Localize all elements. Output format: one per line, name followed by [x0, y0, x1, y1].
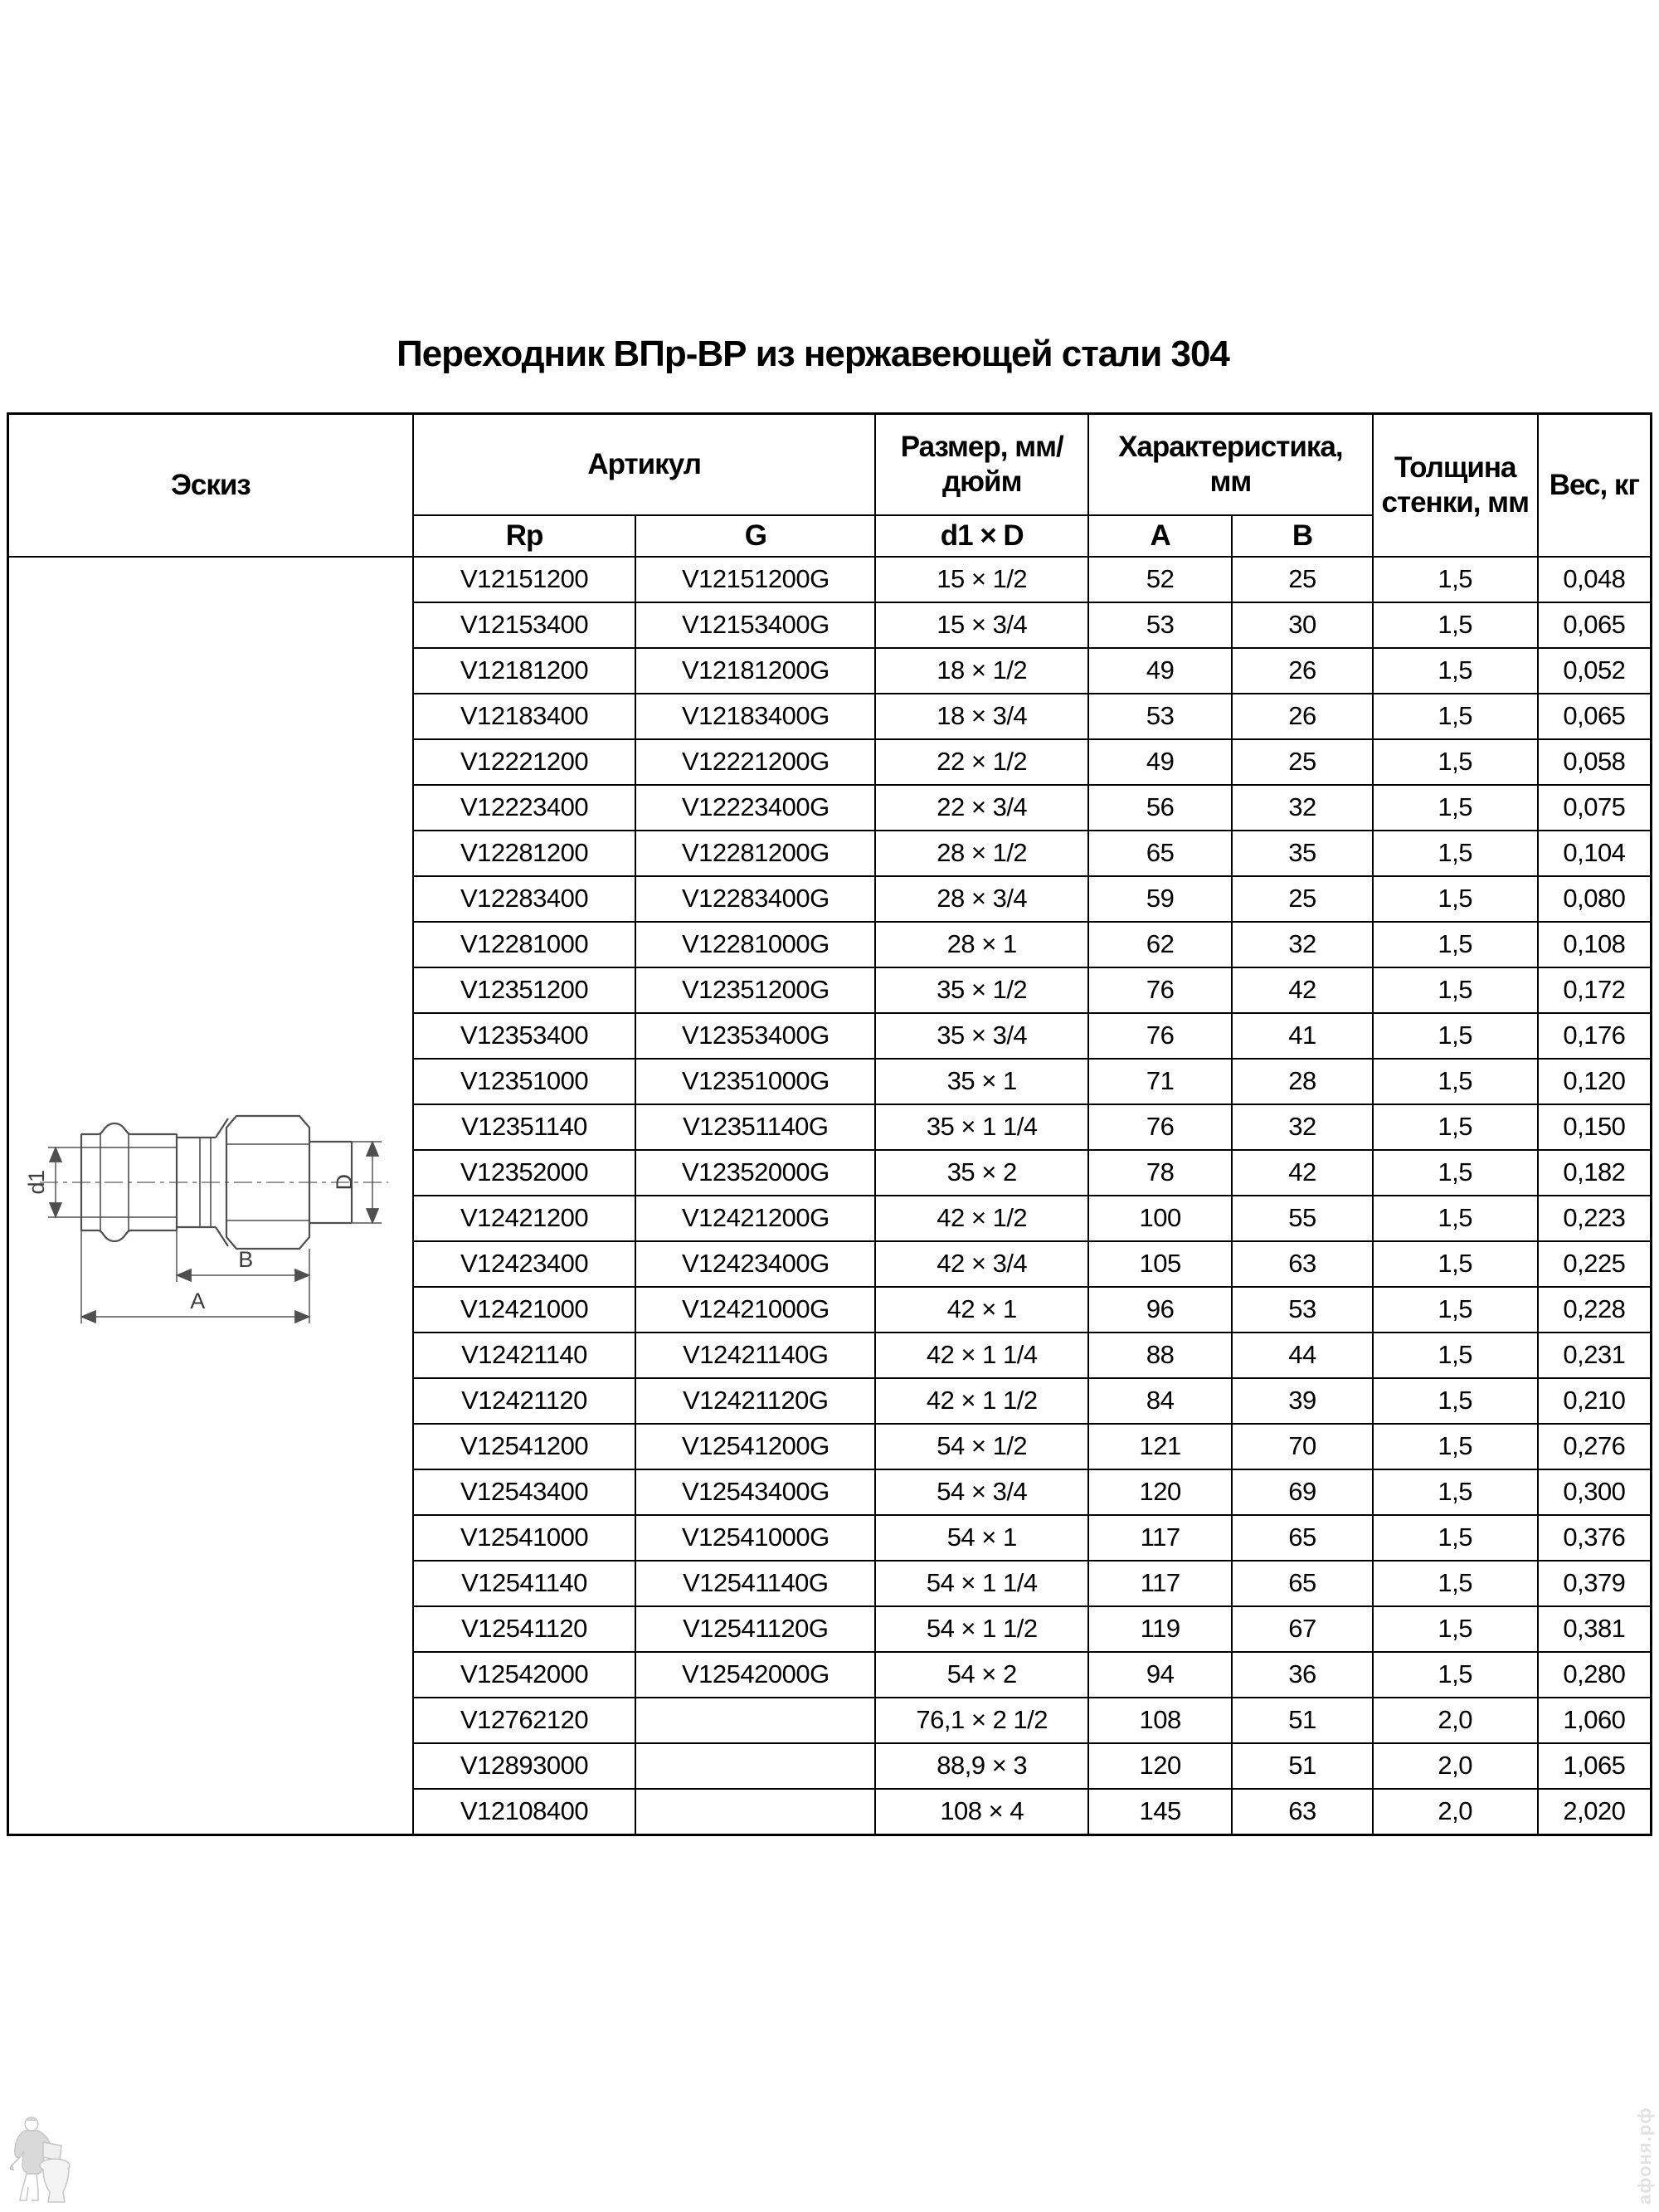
cell-size: 54 × 1 1/2 [875, 1606, 1088, 1652]
cell-rp: V12283400 [413, 876, 635, 922]
cell-b: 42 [1232, 967, 1372, 1013]
cell-a: 120 [1088, 1743, 1232, 1789]
cell-weight: 0,280 [1538, 1652, 1652, 1698]
cell-wall: 1,5 [1373, 1059, 1538, 1104]
dimension-labels [24, 1170, 357, 1313]
cell-a: 100 [1088, 1196, 1232, 1241]
cell-b: 65 [1232, 1515, 1372, 1561]
cell-size: 108 × 4 [875, 1789, 1088, 1835]
cell-weight: 0,048 [1538, 557, 1652, 602]
cell-size: 42 × 1 1/2 [875, 1378, 1088, 1424]
dim-label-A: A [190, 1288, 205, 1313]
cell-a: 117 [1088, 1515, 1232, 1561]
dimension-lines [48, 1142, 382, 1323]
cell-rp: V12281000 [413, 922, 635, 967]
cell-rp: V12351200 [413, 967, 635, 1013]
cell-g: V12421140G [635, 1333, 875, 1378]
cell-weight: 0,065 [1538, 602, 1652, 648]
cell-wall: 1,5 [1373, 1104, 1538, 1150]
technical-drawing [23, 1058, 398, 1333]
cell-wall: 1,5 [1373, 1150, 1538, 1196]
site-watermark: афоня.рф [1634, 2107, 1655, 2205]
cell-size: 54 × 1 1/4 [875, 1561, 1088, 1606]
cell-b: 39 [1232, 1378, 1372, 1424]
cell-weight: 0,065 [1538, 694, 1652, 739]
cell-weight: 0,108 [1538, 922, 1652, 967]
cell-weight: 0,276 [1538, 1424, 1652, 1469]
cell-g: V12153400G [635, 602, 875, 648]
cell-b: 32 [1232, 785, 1372, 831]
cell-g: V12223400G [635, 785, 875, 831]
col-header-article: Артикул [413, 414, 876, 515]
cell-size: 88,9 × 3 [875, 1743, 1088, 1789]
cell-b: 55 [1232, 1196, 1372, 1241]
cell-g: V12421200G [635, 1196, 875, 1241]
cell-b: 63 [1232, 1789, 1372, 1835]
cell-g: V12221200G [635, 739, 875, 785]
cell-g: V12181200G [635, 648, 875, 694]
table-row [8, 557, 1652, 602]
cell-b: 28 [1232, 1059, 1372, 1104]
cell-wall: 1,5 [1373, 1606, 1538, 1652]
cell-wall: 1,5 [1373, 876, 1538, 922]
cell-weight: 0,058 [1538, 739, 1652, 785]
cell-a: 84 [1088, 1378, 1232, 1424]
cell-wall: 1,5 [1373, 739, 1538, 785]
cell-b: 67 [1232, 1606, 1372, 1652]
cell-size: 15 × 1/2 [875, 557, 1088, 602]
cell-weight: 0,228 [1538, 1287, 1652, 1333]
dim-label-B: B [238, 1246, 253, 1272]
cell-rp: V12351140 [413, 1104, 635, 1150]
cell-b: 42 [1232, 1150, 1372, 1196]
cell-size: 54 × 3/4 [875, 1469, 1088, 1515]
col-header-sketch: Эскиз [8, 414, 413, 557]
cell-a: 119 [1088, 1606, 1232, 1652]
cell-g [635, 1743, 875, 1789]
cell-wall: 1,5 [1373, 1424, 1538, 1469]
col-header-characteristic: Характеристика, мм [1088, 414, 1373, 515]
cell-a: 49 [1088, 739, 1232, 785]
cell-rp: V12183400 [413, 694, 635, 739]
cell-g: V12541200G [635, 1424, 875, 1469]
cell-a: 121 [1088, 1424, 1232, 1469]
cell-rp: V12353400 [413, 1013, 635, 1059]
cell-size: 54 × 2 [875, 1652, 1088, 1698]
cell-wall: 1,5 [1373, 1515, 1538, 1561]
cell-rp: V12151200 [413, 557, 635, 602]
cell-a: 94 [1088, 1652, 1232, 1698]
cell-a: 53 [1088, 602, 1232, 648]
cell-a: 78 [1088, 1150, 1232, 1196]
cell-b: 70 [1232, 1424, 1372, 1469]
cell-a: 145 [1088, 1789, 1232, 1835]
cell-a: 62 [1088, 922, 1232, 967]
cell-g: V12283400G [635, 876, 875, 922]
page-title: Переходник ВПр-ВР из нержавеющей стали 304 [397, 334, 1229, 374]
cell-weight: 0,381 [1538, 1606, 1652, 1652]
cell-size: 28 × 1 [875, 922, 1088, 967]
cell-wall: 1,5 [1373, 785, 1538, 831]
cell-a: 76 [1088, 967, 1232, 1013]
cell-size: 18 × 3/4 [875, 694, 1088, 739]
cell-a: 49 [1088, 648, 1232, 694]
cell-size: 42 × 1 [875, 1287, 1088, 1333]
cell-b: 30 [1232, 602, 1372, 648]
cell-g: V12541120G [635, 1606, 875, 1652]
cell-size: 18 × 1/2 [875, 648, 1088, 694]
cell-g [635, 1789, 875, 1835]
table-header [8, 414, 1652, 557]
cell-b: 32 [1232, 1104, 1372, 1150]
cell-b: 35 [1232, 831, 1372, 876]
cell-rp: V12181200 [413, 648, 635, 694]
cell-b: 51 [1232, 1743, 1372, 1789]
cell-wall: 1,5 [1373, 967, 1538, 1013]
cell-wall: 1,5 [1373, 1469, 1538, 1515]
cell-size: 54 × 1/2 [875, 1424, 1088, 1469]
cell-weight: 0,176 [1538, 1013, 1652, 1059]
cell-g: V12353400G [635, 1013, 875, 1059]
sketch-cell [8, 557, 413, 1835]
col-header-wall-thickness: Толщина стенки, мм [1373, 414, 1538, 557]
cell-g: V12351140G [635, 1104, 875, 1150]
cell-rp: V12153400 [413, 602, 635, 648]
cell-weight: 0,300 [1538, 1469, 1652, 1515]
cell-weight: 0,182 [1538, 1150, 1652, 1196]
cell-g: V12421120G [635, 1378, 875, 1424]
cell-rp: V12421120 [413, 1378, 635, 1424]
col-header-weight: Вес, кг [1538, 414, 1652, 557]
col-header-a: A [1088, 515, 1232, 557]
cell-g: V12352000G [635, 1150, 875, 1196]
cell-rp: V12223400 [413, 785, 635, 831]
cell-b: 41 [1232, 1013, 1372, 1059]
cell-wall: 2,0 [1373, 1698, 1538, 1743]
cell-size: 35 × 1/2 [875, 967, 1088, 1013]
cell-weight: 1,065 [1538, 1743, 1652, 1789]
cell-rp: V12281200 [413, 831, 635, 876]
cell-a: 117 [1088, 1561, 1232, 1606]
cell-wall: 1,5 [1373, 694, 1538, 739]
cell-rp: V12541120 [413, 1606, 635, 1652]
cell-b: 63 [1232, 1241, 1372, 1287]
cell-weight: 0,223 [1538, 1196, 1652, 1241]
cell-size: 35 × 1 [875, 1059, 1088, 1104]
cell-a: 76 [1088, 1104, 1232, 1150]
cell-b: 32 [1232, 922, 1372, 967]
cell-wall: 1,5 [1373, 648, 1538, 694]
cell-b: 51 [1232, 1698, 1372, 1743]
cell-wall: 1,5 [1373, 1013, 1538, 1059]
cell-size: 28 × 3/4 [875, 876, 1088, 922]
cell-a: 120 [1088, 1469, 1232, 1515]
cell-g: V12281200G [635, 831, 875, 876]
cell-rp: V12421200 [413, 1196, 635, 1241]
cell-a: 76 [1088, 1013, 1232, 1059]
cell-weight: 0,225 [1538, 1241, 1652, 1287]
cell-b: 69 [1232, 1469, 1372, 1515]
cell-weight: 0,104 [1538, 831, 1652, 876]
cell-g: V12351200G [635, 967, 875, 1013]
cell-weight: 0,379 [1538, 1561, 1652, 1606]
cell-wall: 1,5 [1373, 1333, 1538, 1378]
cell-rp: V12543400 [413, 1469, 635, 1515]
cell-a: 71 [1088, 1059, 1232, 1104]
plumber-mascot-watermark [10, 2114, 72, 2207]
cell-wall: 1,5 [1373, 1561, 1538, 1606]
cell-g: V12183400G [635, 694, 875, 739]
cell-weight: 0,075 [1538, 785, 1652, 831]
cell-wall: 1,5 [1373, 1196, 1538, 1241]
cell-wall: 1,5 [1373, 1241, 1538, 1287]
cell-rp: V12762120 [413, 1698, 635, 1743]
col-header-size: Размер, мм/дюйм [875, 414, 1088, 515]
cell-size: 54 × 1 [875, 1515, 1088, 1561]
cell-size: 35 × 2 [875, 1150, 1088, 1196]
cell-wall: 1,5 [1373, 1652, 1538, 1698]
cell-g: V12541000G [635, 1515, 875, 1561]
cell-wall: 1,5 [1373, 1287, 1538, 1333]
cell-size: 42 × 1 1/4 [875, 1333, 1088, 1378]
cell-g: V12543400G [635, 1469, 875, 1515]
cell-size: 76,1 × 2 1/2 [875, 1698, 1088, 1743]
cell-rp: V12221200 [413, 739, 635, 785]
cell-rp: V12351000 [413, 1059, 635, 1104]
cell-b: 36 [1232, 1652, 1372, 1698]
cell-g: V12421000G [635, 1287, 875, 1333]
cell-rp: V12893000 [413, 1743, 635, 1789]
cell-a: 53 [1088, 694, 1232, 739]
cell-size: 22 × 1/2 [875, 739, 1088, 785]
cell-a: 108 [1088, 1698, 1232, 1743]
spec-table-container [7, 412, 1652, 1836]
cell-size: 15 × 3/4 [875, 602, 1088, 648]
cell-weight: 0,231 [1538, 1333, 1652, 1378]
cell-size: 42 × 3/4 [875, 1241, 1088, 1287]
cell-rp: V12352000 [413, 1150, 635, 1196]
cell-g: V12423400G [635, 1241, 875, 1287]
cell-weight: 2,020 [1538, 1789, 1652, 1835]
cell-g: V12541140G [635, 1561, 875, 1606]
table-body [8, 557, 1652, 1835]
cell-a: 56 [1088, 785, 1232, 831]
cell-b: 26 [1232, 694, 1372, 739]
cell-size: 28 × 1/2 [875, 831, 1088, 876]
cell-rp: V12423400 [413, 1241, 635, 1287]
cell-wall: 1,5 [1373, 602, 1538, 648]
cell-a: 52 [1088, 557, 1232, 602]
cell-wall: 2,0 [1373, 1789, 1538, 1835]
cell-rp: V12541140 [413, 1561, 635, 1606]
cell-rp: V12541000 [413, 1515, 635, 1561]
cell-rp: V12421140 [413, 1333, 635, 1378]
cell-wall: 1,5 [1373, 922, 1538, 967]
col-header-b: B [1232, 515, 1372, 557]
cell-weight: 0,376 [1538, 1515, 1652, 1561]
cell-a: 96 [1088, 1287, 1232, 1333]
cell-a: 65 [1088, 831, 1232, 876]
cell-size: 22 × 3/4 [875, 785, 1088, 831]
cell-a: 105 [1088, 1241, 1232, 1287]
cell-b: 25 [1232, 739, 1372, 785]
product-spec-table [7, 412, 1652, 1836]
cell-size: 35 × 3/4 [875, 1013, 1088, 1059]
cell-b: 25 [1232, 876, 1372, 922]
cell-b: 26 [1232, 648, 1372, 694]
cell-rp: V12542000 [413, 1652, 635, 1698]
cell-g [635, 1698, 875, 1743]
cell-rp: V12108400 [413, 1789, 635, 1835]
cell-weight: 1,060 [1538, 1698, 1652, 1743]
cell-g: V12351000G [635, 1059, 875, 1104]
col-header-d1xD: d1 × D [875, 515, 1088, 557]
cell-size: 35 × 1 1/4 [875, 1104, 1088, 1150]
dim-label-D: D [331, 1174, 357, 1190]
cell-g: V12281000G [635, 922, 875, 967]
cell-b: 53 [1232, 1287, 1372, 1333]
cell-wall: 1,5 [1373, 831, 1538, 876]
cell-wall: 2,0 [1373, 1743, 1538, 1789]
cell-b: 44 [1232, 1333, 1372, 1378]
cell-g: V12151200G [635, 557, 875, 602]
cell-weight: 0,150 [1538, 1104, 1652, 1150]
cell-weight: 0,052 [1538, 648, 1652, 694]
cell-weight: 0,172 [1538, 967, 1652, 1013]
col-header-g: G [635, 515, 875, 557]
cell-b: 25 [1232, 557, 1372, 602]
cell-b: 65 [1232, 1561, 1372, 1606]
dim-label-d1: d1 [23, 1169, 49, 1195]
cell-weight: 0,120 [1538, 1059, 1652, 1104]
cell-size: 42 × 1/2 [875, 1196, 1088, 1241]
cell-a: 88 [1088, 1333, 1232, 1378]
cell-weight: 0,080 [1538, 876, 1652, 922]
cell-rp: V12421000 [413, 1287, 635, 1333]
cell-a: 59 [1088, 876, 1232, 922]
cell-g: V12542000G [635, 1652, 875, 1698]
cell-weight: 0,210 [1538, 1378, 1652, 1424]
cell-wall: 1,5 [1373, 1378, 1538, 1424]
cell-wall: 1,5 [1373, 557, 1538, 602]
col-header-rp: Rp [413, 515, 635, 557]
cell-rp: V12541200 [413, 1424, 635, 1469]
